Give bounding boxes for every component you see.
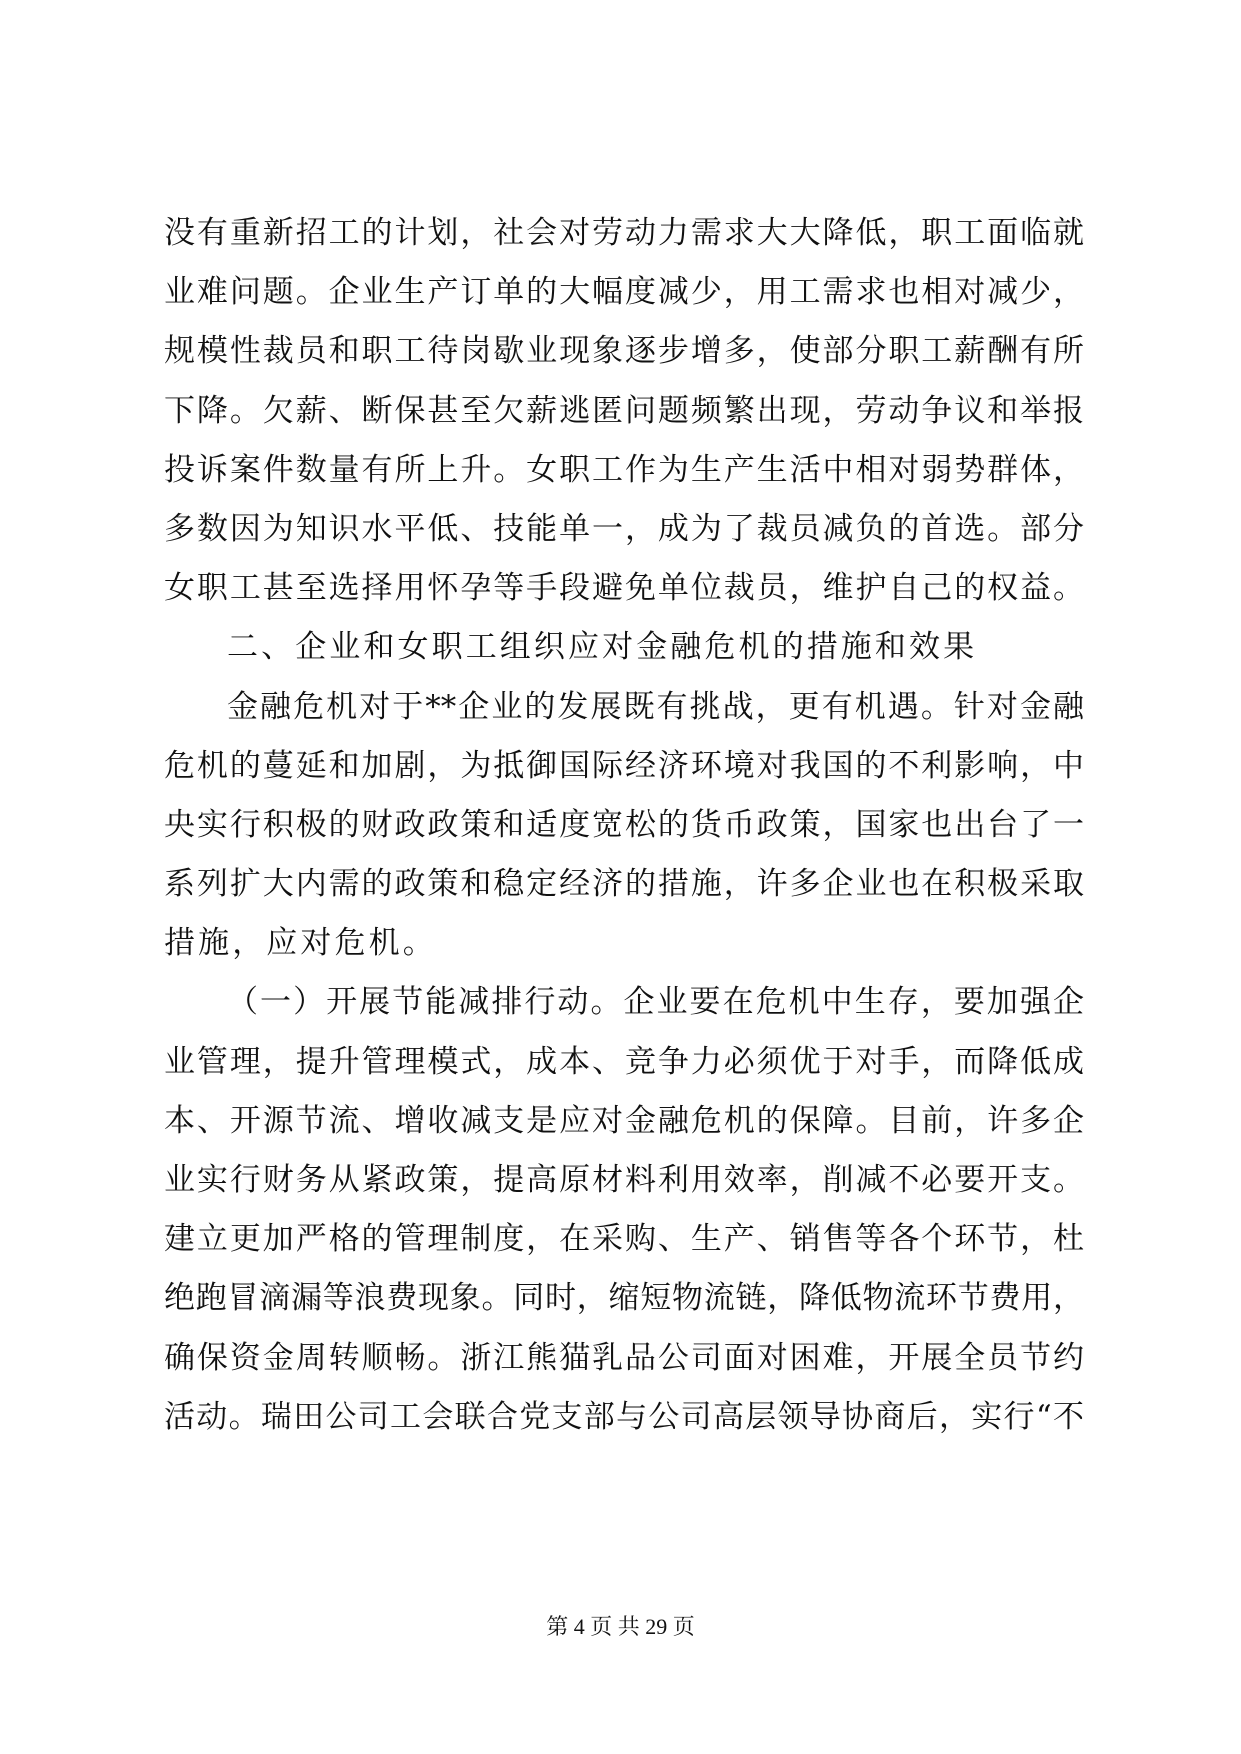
text-line: 规模性裁员和职工待岗歇业现象逐步增多，使部分职工薪酬有所 [164, 333, 1084, 370]
text-line: 确保资金周转顺畅。浙江熊猫乳品公司面对困难，开展全员节约 [164, 1339, 1084, 1376]
text-line: 业难问题。企业生产订单的大幅度减少，用工需求也相对减少， [164, 274, 1084, 311]
text-line: 措施，应对危机。 [164, 925, 437, 962]
text-line: 活动。瑞田公司工会联合党支部与公司高层领导协商后，实行“不 [164, 1398, 1084, 1435]
text-line: 下降。欠薪、断保甚至欠薪逃匿问题频繁出现，劳动争议和举报 [164, 392, 1084, 429]
text-line: 女职工甚至选择用怀孕等手段避免单位裁员，维护自己的权益。 [164, 570, 1084, 607]
text-line: 系列扩大内需的政策和稳定经济的措施，许多企业也在积极采取 [164, 866, 1084, 903]
text-line: 危机的蔓延和加剧，为抵御国际经济环境对我国的不利影响，中 [164, 747, 1084, 784]
text-line: 绝跑冒滴漏等浪费现象。同时，缩短物流链，降低物流环节费用， [164, 1280, 1084, 1317]
subsection-line: （一）开展节能减排行动。企业要在危机中生存，要加强企 [227, 984, 1084, 1021]
text-line: 业实行财务从紧政策，提高原材料利用效率，削减不必要开支。 [164, 1162, 1084, 1198]
page-number-footer: 第 4 页 共 29 页 [546, 1614, 695, 1639]
body-text [164, 204, 1084, 1447]
text-line: 本、开源节流、增收减支是应对金融危机的保障。目前，许多企 [164, 1102, 1084, 1139]
text-line: 没有重新招工的计划，社会对劳动力需求大大降低，职工面临就 [164, 215, 1084, 251]
text-line: 建立更加严格的管理制度，在采购、生产、销售等各个环节，杜 [164, 1221, 1084, 1258]
text-line: 央实行积极的财政政策和适度宽松的货币政策，国家也出台了一 [164, 806, 1084, 843]
text-line: 投诉案件数量有所上升。女职工作为生产生活中相对弱势群体， [164, 451, 1084, 488]
section-heading: 二、企业和女职工组织应对金融危机的措施和效果 [227, 629, 978, 666]
text-line: 多数因为知识水平低、技能单一，成为了裁员减负的首选。部分 [164, 510, 1084, 547]
text-line: 金融危机对于**企业的发展既有挑战，更有机遇。针对金融 [227, 688, 1084, 725]
text-line: 业管理，提升管理模式，成本、竞争力必须优于对手，而降低成 [164, 1043, 1084, 1080]
